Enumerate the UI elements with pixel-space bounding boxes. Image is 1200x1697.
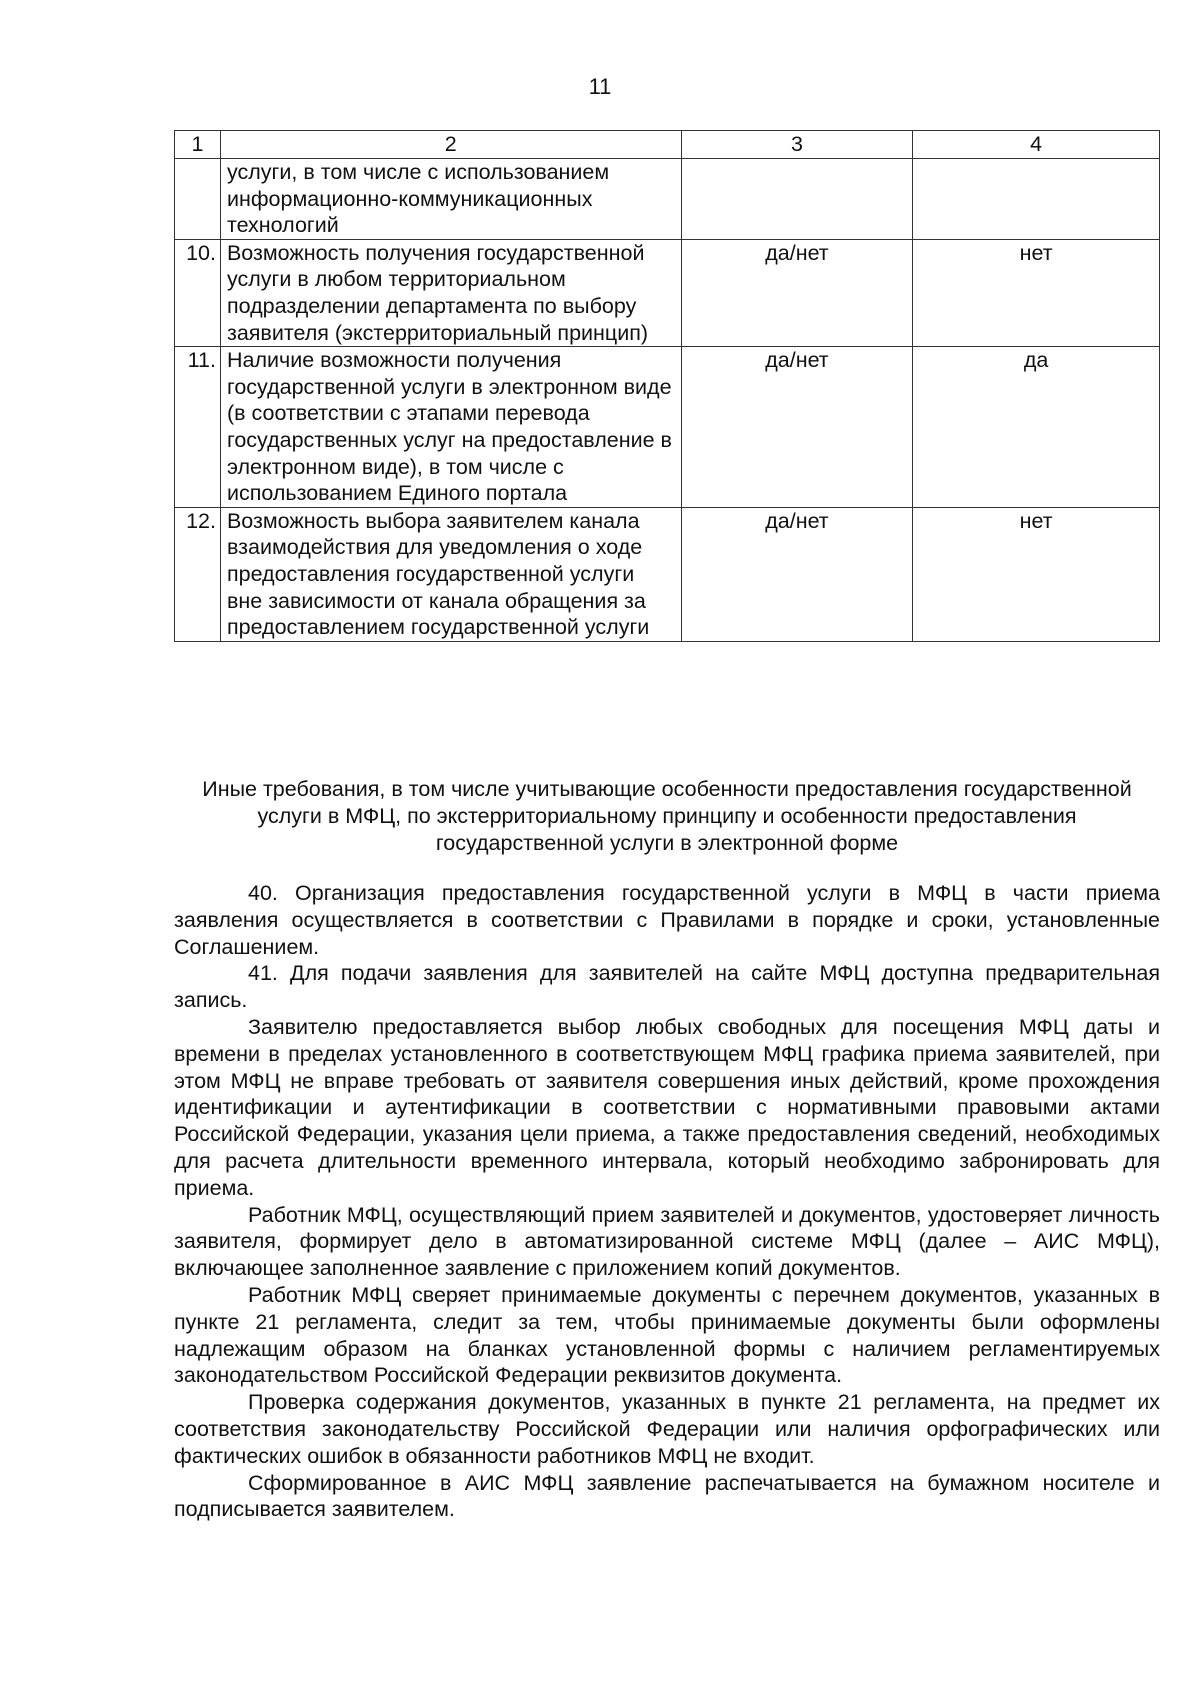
row-indicator: Возможность получения государственной услуги в любом территориальном подразделении департамента по выбору заявителя (экстерриториальный принцип) (220, 239, 681, 346)
table-header-row (175, 131, 1160, 159)
paragraph: 40. Организация предоставления государственной услуги в МФЦ в части приема заявления осуществляется в соответствии с Правилами в порядке и сроки, установленные Соглашением. (174, 881, 1160, 959)
row-value: нет (913, 507, 1160, 641)
header-cell: 4 (913, 131, 1160, 159)
row-norm: да/нет (681, 347, 913, 508)
paragraph: Работник МФЦ сверяет принимаемые документы с перечнем документов, указанных в пункте 21 регламента, следит за тем, чтобы принимаемые документы были оформлены надлежащим образом на бланках установленной формы с наличием регламентируемых законодательством Российской Федерации реквизитов документа. (174, 1282, 1160, 1388)
header-cell: 1 (175, 131, 221, 159)
row-indicator: услуги, в том числе с использованием информационно-коммуникационных технологий (220, 159, 681, 240)
row-number (175, 159, 221, 240)
row-number: 10. (175, 239, 221, 346)
row-value: да (913, 347, 1160, 508)
row-norm (681, 159, 913, 240)
paragraph: Работник МФЦ, осуществляющий прием заявителей и документов, удостоверяет личность заявителя, формирует дело в автоматизированной системе МФЦ (далее – АИС МФЦ), включающее заполненное заявление с приложением копий документов. (174, 1202, 1160, 1281)
section-heading: Иные требования, в том числе учитывающие особенности предоставления государственной услуги в МФЦ, по экстерриториальному принципу и особенности предоставления государственной услуги в электронной форме (202, 777, 1132, 855)
row-norm: да/нет (681, 239, 913, 346)
body-text (174, 880, 1160, 1523)
paragraph: Проверка содержания документов, указанных в пункте 21 регламента, на предмет их соответствия законодательству Российской Федерации или наличия орфографических или фактических ошибок в обязанности работников МФЦ не входит. (174, 1390, 1160, 1468)
paragraph: Сформированное в АИС МФЦ заявление распечатывается на бумажном носителе и подписывается заявителем. (174, 1470, 1160, 1522)
row-value: нет (913, 239, 1160, 346)
header-cell: 3 (681, 131, 913, 159)
paragraph: 41. Для подачи заявления для заявителей на сайте МФЦ доступна предварительная запись. (174, 961, 1160, 1013)
row-number: 11. (175, 347, 221, 508)
row-indicator: Возможность выбора заявителем канала взаимодействия для уведомления о ходе предоставления государственной услуги вне зависимости от канала обращения за предоставлением государственной услуги (220, 507, 681, 641)
table-row (175, 159, 1160, 240)
header-cell: 2 (220, 131, 681, 159)
row-value (913, 159, 1160, 240)
table-row (175, 239, 1160, 346)
paragraph: Заявителю предоставляется выбор любых свободных для посещения МФЦ даты и времени в пределах установленного в соответствующем МФЦ графика приема заявителей, при этом МФЦ не вправе требовать от заявителя совершения иных действий, кроме прохождения идентификации и аутентификации в соответствии с нормативными правовыми актами Российской Федерации, указания цели приема, а также предоставления сведений, необходимых для расчета длительности временного интервала, который необходимо забронировать для приема. (174, 1014, 1160, 1200)
indicators-table (174, 130, 1160, 642)
row-number: 12. (175, 507, 221, 641)
page-number: 11 (588, 74, 612, 99)
row-norm: да/нет (681, 507, 913, 641)
table-row (175, 347, 1160, 508)
table-row (175, 507, 1160, 641)
row-indicator: Наличие возможности получения государственной услуги в электронном виде (в соответствии с этапами перевода государственных услуг на предоставление в электронном виде), в том числе с использованием Единого портала (220, 347, 681, 508)
